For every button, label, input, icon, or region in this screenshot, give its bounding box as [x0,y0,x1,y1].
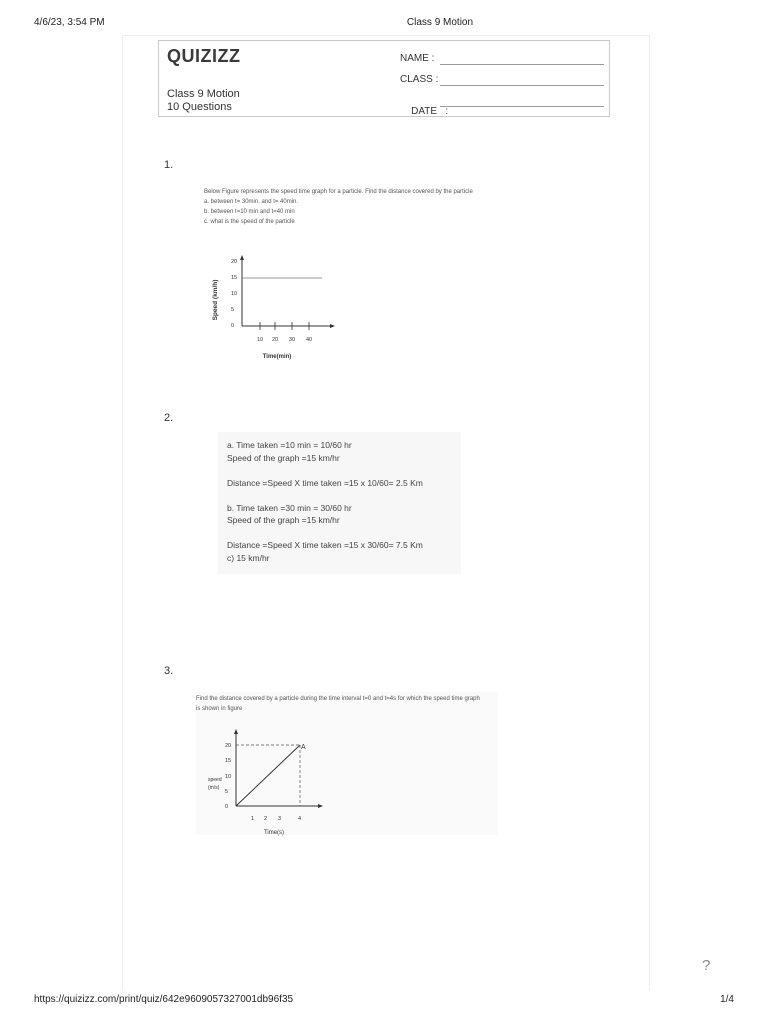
q3-xtick: 2 [264,816,268,822]
q1-y-arrow [240,255,244,260]
question-2-answer-box [218,432,461,574]
question-1-graph [205,250,345,365]
name-label: NAME : [400,53,435,64]
q1-xtick: 30 [289,337,296,343]
q3-ylabel: speed [208,777,222,783]
quiz-title: Class 9 Motion [167,88,240,100]
q3-ytick: 15 [225,758,232,764]
question-1-line: a. between t= 30min. and t= 40min. [204,199,299,205]
answer-line [227,527,461,540]
q1-ytick: 5 [231,307,235,313]
q3-xlabel: Time(s) [263,830,285,836]
q3-ytick: 0 [225,804,229,810]
question-1-line: Below Figure represents the speed time graph for a particle. Find the distance covered by the particle [204,189,473,195]
q3-ytick: 20 [225,743,232,749]
date-line [440,106,604,107]
q3-ytick: 10 [225,774,232,780]
question-2-number: 2. [164,412,174,424]
question-3-line: is shown in figure [196,706,243,712]
q1-xtick: 40 [306,337,313,343]
q3-xtick: 3 [278,816,282,822]
q3-point-label: A [301,744,306,751]
q3-y-arrow [234,729,238,734]
answer-line: Speed of the graph =15 km/hr [227,452,340,463]
question-3-graph [200,726,330,838]
q3-ylabel: (m/s) [208,785,220,791]
q1-ylabel: Speed (km/h) [212,279,219,321]
answer-line [227,464,461,477]
name-line [440,64,604,65]
print-title: Class 9 Motion [406,17,474,28]
question-3-number: 3. [164,665,174,677]
question-1-text [204,187,473,227]
class-line [440,85,604,86]
answer-line: b. Time taken =30 min = 30/60 hr [227,502,352,513]
answer-line: a. Time taken =10 min = 10/60 hr [227,440,352,450]
answer-line: Speed of the graph =15 km/hr [227,515,340,525]
q3-xtick: 1 [251,816,255,822]
q3-x-arrow [318,804,323,808]
quiz-title-block [167,88,240,114]
question-1-line: b. between t=10 min and t=40 min [204,209,295,215]
answer-line: Distance =Speed X time taken =15 x 30/60= 7.5 Km [227,540,423,550]
q1-xlabel: Time(min) [262,354,292,360]
q1-x-arrow [330,324,335,328]
answer-line [227,489,461,502]
print-header [0,17,768,31]
q1-ytick: 0 [231,323,235,329]
question-count: 10 Questions [167,101,232,113]
q1-ytick: 10 [231,291,238,297]
print-page-number: 1/4 [720,994,734,1005]
print-url: https://quizizz.com/print/quiz/642e9609057327001db96f35 [34,994,294,1005]
quizizz-logo: QUIZIZZ [167,46,241,66]
question-3-line: Find the distance covered by a particle during the time interval t=0 and t=4s for which the speed time graph [196,696,480,702]
print-datetime: 4/6/23, 3:54 PM [34,17,105,28]
q3-xtick: 4 [298,816,302,822]
q1-ytick: 20 [231,259,238,265]
q3-speed-line [236,745,300,806]
q1-ytick: 15 [231,275,238,281]
answer-line: c) 15 km/hr [227,552,270,563]
q1-xtick: 10 [257,337,264,343]
q1-xtick: 20 [272,337,279,343]
help-icon[interactable]: ? [702,957,711,974]
name-field [400,53,434,64]
class-label: CLASS : [400,74,439,85]
question-1-number: 1. [164,159,174,171]
date-label: DATE : [411,106,449,117]
q3-ytick: 5 [225,789,229,795]
class-field [400,74,438,85]
question-3-text [196,694,480,714]
date-field [400,95,448,139]
question-1-line: c. what is the speed of the particle [204,219,295,225]
answer-line: Distance =Speed X time taken =15 x 10/60= 2.5 Km [227,477,423,488]
quiz-info-box [158,40,610,117]
